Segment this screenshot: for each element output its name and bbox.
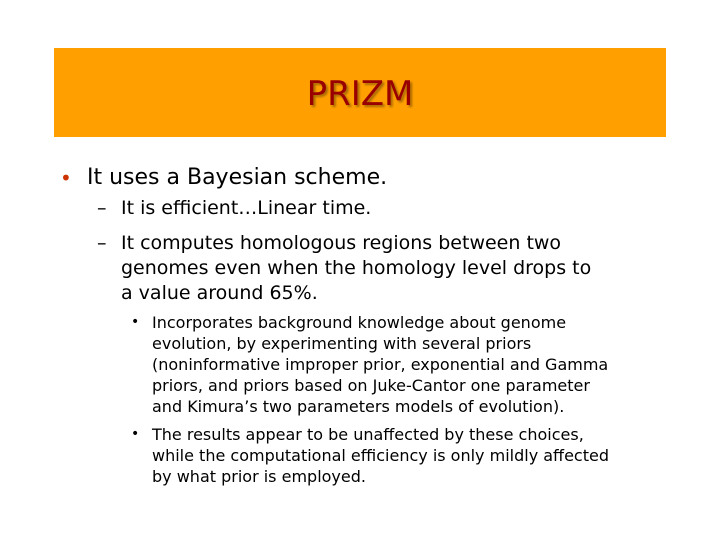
sub-bullet-text	[121, 196, 661, 221]
text-line: while the computational efficiency is only mildly affected	[152, 446, 609, 465]
text-line: It is efficient…Linear time.	[121, 197, 372, 219]
dash-icon: –	[97, 232, 107, 254]
text-line: evolution, by experimenting with several priors	[152, 334, 532, 353]
text-line: priors, and priors based on Juke-Cantor one parameter	[152, 376, 590, 395]
bullet-level1-text: It uses a Bayesian scheme.	[87, 165, 388, 190]
text-line: genomes even when the homology level drops to	[121, 257, 592, 279]
bullet-dot-icon: •	[131, 426, 140, 442]
sub-sub-bullet-text	[152, 312, 672, 417]
bullet-dot-icon: •	[60, 166, 72, 190]
slide-title: PRIZM	[306, 74, 414, 114]
text-line: The results appear to be unaffected by these choices,	[152, 425, 584, 444]
sub-sub-bullet-text	[152, 424, 672, 487]
text-line: by what prior is employed.	[152, 467, 366, 486]
text-line: (noninformative improper prior, exponential and Gamma	[152, 355, 609, 374]
text-line: Incorporates background knowledge about genome	[152, 313, 567, 332]
text-line: and Kimura’s two parameters models of evolution).	[152, 397, 565, 416]
dash-icon: –	[97, 197, 107, 219]
text-line: It computes homologous regions between two	[121, 232, 562, 254]
sub-bullet-text	[121, 231, 661, 306]
bullet-dot-icon: •	[131, 314, 140, 330]
text-line: a value around 65%.	[121, 282, 318, 304]
